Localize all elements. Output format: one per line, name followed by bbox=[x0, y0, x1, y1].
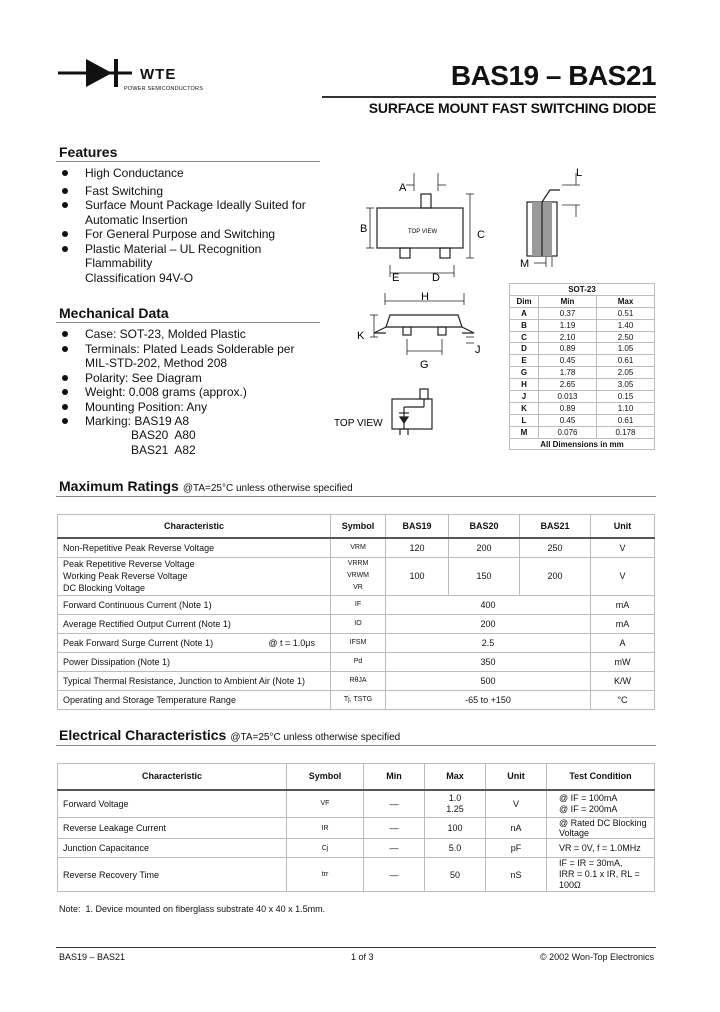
mr-symbol-line: VRWM bbox=[346, 572, 370, 579]
electrical-title bbox=[59, 727, 400, 743]
pkg-min: 1.19 bbox=[539, 319, 597, 331]
pkg-max: 1.10 bbox=[596, 402, 654, 414]
ec-max: 50 bbox=[425, 858, 486, 892]
logo-diode-icon bbox=[56, 54, 136, 90]
footer-part-number: BAS19 – BAS21 bbox=[59, 952, 126, 962]
label-e: E bbox=[392, 272, 400, 284]
mr-bas21: 200 bbox=[520, 557, 591, 595]
label-j: J bbox=[475, 344, 481, 356]
mr-symbol: Tj, TSTG bbox=[331, 690, 386, 709]
table-row bbox=[58, 557, 655, 595]
mr-bas21: 250 bbox=[520, 538, 591, 557]
table-row bbox=[58, 690, 655, 709]
pkg-dim: M bbox=[510, 426, 539, 438]
pkg-dim: B bbox=[510, 319, 539, 331]
table-row bbox=[58, 858, 655, 892]
mechanical-item-continued: MIL-STD-202, Method 208 bbox=[85, 356, 228, 370]
ec-symbol: VF bbox=[287, 790, 364, 818]
pkg-min: 0.45 bbox=[539, 414, 597, 426]
pkg-table-body bbox=[510, 307, 655, 438]
mr-symbol: IF bbox=[331, 595, 386, 614]
pkg-dim: L bbox=[510, 414, 539, 426]
mr-value: 2.5 bbox=[386, 633, 591, 652]
mr-char-with-condition bbox=[58, 633, 331, 652]
table-row bbox=[58, 595, 655, 614]
pkg-max: 0.51 bbox=[596, 307, 654, 319]
electrical-table bbox=[57, 763, 655, 892]
pkg-dim: D bbox=[510, 343, 539, 355]
top-view-inner-label: TOP VIEW bbox=[408, 229, 438, 235]
pkg-dim: A bbox=[510, 307, 539, 319]
ec-condition-multi bbox=[547, 858, 655, 892]
mr-header-bas20: BAS20 bbox=[449, 515, 520, 539]
mr-char: Operating and Storage Temperature Range bbox=[58, 690, 331, 709]
max-ratings-table bbox=[57, 514, 655, 710]
mr-char: Typical Thermal Resistance, Junction to Ambient Air (Note 1) bbox=[58, 671, 331, 690]
ec-max: 100 bbox=[425, 818, 486, 839]
label-d: D bbox=[432, 272, 440, 284]
pkg-dim: J bbox=[510, 391, 539, 403]
feature-item-continued: Automatic Insertion bbox=[85, 212, 188, 227]
footer-copyright: © 2002 Won-Top Electronics bbox=[539, 952, 654, 962]
sot23-side-view bbox=[527, 173, 580, 267]
mr-condition: @ t = 1.0μs bbox=[268, 637, 315, 648]
device-note: Note: 1. Device mounted on fiberglass substrate 40 x 40 x 1.5mm. bbox=[59, 904, 326, 914]
logo-text: WTE bbox=[140, 66, 177, 83]
pkg-table-row bbox=[510, 426, 655, 438]
pkg-table-footer: All Dimensions in mm bbox=[510, 438, 655, 450]
footer-page-number: 1 of 3 bbox=[351, 952, 374, 962]
ec-max: 1.0 bbox=[448, 792, 462, 803]
mr-char: Power Dissipation (Note 1) bbox=[58, 652, 331, 671]
mr-char: Peak Forward Surge Current (Note 1) bbox=[63, 637, 214, 648]
mr-symbol: VRM bbox=[331, 538, 386, 557]
mr-value: 500 bbox=[386, 671, 591, 690]
max-ratings-note: @TA=25°C unless otherwise specified bbox=[182, 483, 353, 494]
ec-condition: VR = 0V, f = 1.0MHz bbox=[547, 839, 655, 858]
electrical-rule bbox=[56, 745, 656, 746]
pkg-max: 0.178 bbox=[596, 426, 654, 438]
ec-char: Forward Voltage bbox=[58, 790, 287, 818]
ec-header-unit: Unit bbox=[486, 764, 547, 790]
feature-item-continued: Classification 94V-O bbox=[85, 270, 194, 285]
ec-condition: IRR = 0.1 x IR, RL = 100Ω bbox=[559, 869, 640, 890]
mr-unit: mA bbox=[591, 595, 655, 614]
mr-value: 400 bbox=[386, 595, 591, 614]
ec-condition: @ IF = 200mA bbox=[559, 803, 618, 814]
pkg-min: 0.076 bbox=[539, 426, 597, 438]
ec-min: — bbox=[364, 818, 425, 839]
label-c: C bbox=[477, 229, 485, 241]
mr-value: 350 bbox=[386, 652, 591, 671]
pkg-max: 0.61 bbox=[596, 355, 654, 367]
mr-unit: V bbox=[591, 557, 655, 595]
mr-header-characteristic: Characteristic bbox=[58, 515, 331, 539]
mechanical-item: Case: SOT-23, Molded Plastic bbox=[60, 327, 330, 342]
label-l: L bbox=[576, 167, 583, 179]
sot23-top-view bbox=[366, 173, 474, 277]
label-g: G bbox=[420, 359, 429, 371]
ec-max: 5.0 bbox=[425, 839, 486, 858]
mr-header-bas21: BAS21 bbox=[520, 515, 591, 539]
footer-rule bbox=[56, 947, 656, 948]
ec-min: — bbox=[364, 790, 425, 818]
mr-bas19: 120 bbox=[386, 538, 449, 557]
ec-unit: nA bbox=[486, 818, 547, 839]
pkg-dim: H bbox=[510, 379, 539, 391]
mr-char-line: Working Peak Reverse Voltage bbox=[63, 571, 188, 581]
ec-symbol: IR bbox=[287, 818, 364, 839]
mr-symbol-line: VR bbox=[353, 584, 363, 591]
mr-char: Forward Continuous Current (Note 1) bbox=[58, 595, 331, 614]
label-a: A bbox=[399, 182, 407, 194]
ec-symbol: trr bbox=[287, 858, 364, 892]
feature-item: Fast Switching bbox=[60, 184, 330, 199]
pkg-min: 1.78 bbox=[539, 367, 597, 379]
pkg-table-title: SOT-23 bbox=[510, 284, 655, 296]
mr-bas20: 200 bbox=[449, 538, 520, 557]
marking-bas21: BAS21 A82 bbox=[131, 443, 196, 457]
pkg-max: 2.50 bbox=[596, 331, 654, 343]
table-row bbox=[58, 633, 655, 652]
ec-min: — bbox=[364, 839, 425, 858]
mr-bas20: 150 bbox=[449, 557, 520, 595]
ec-condition: @ IF = 100mA bbox=[559, 792, 618, 803]
pkg-table-row bbox=[510, 355, 655, 367]
ec-header-test-condition: Test Condition bbox=[547, 764, 655, 790]
pkg-min: 2.10 bbox=[539, 331, 597, 343]
features-title: Features bbox=[59, 144, 118, 160]
pkg-table-row bbox=[510, 319, 655, 331]
feature-item: For General Purpose and Switching bbox=[60, 227, 330, 242]
pkg-header-max: Max bbox=[596, 295, 654, 307]
max-ratings-rule bbox=[56, 496, 656, 497]
mr-symbol: IFSM bbox=[331, 633, 386, 652]
pkg-table-row bbox=[510, 402, 655, 414]
pkg-table-row bbox=[510, 414, 655, 426]
ec-unit: nS bbox=[486, 858, 547, 892]
ec-char: Junction Capacitance bbox=[58, 839, 287, 858]
ec-condition-multi bbox=[547, 790, 655, 818]
max-ratings-heading: Maximum Ratings bbox=[59, 478, 179, 494]
pkg-dim: G bbox=[510, 367, 539, 379]
table-row bbox=[58, 652, 655, 671]
pkg-min: 0.89 bbox=[539, 402, 597, 414]
pkg-max: 2.05 bbox=[596, 367, 654, 379]
electrical-heading: Electrical Characteristics bbox=[59, 727, 227, 743]
features-list bbox=[60, 166, 330, 285]
label-m: M bbox=[520, 258, 530, 270]
mr-value: -65 to +150 bbox=[386, 690, 591, 709]
ec-max-multi bbox=[425, 790, 486, 818]
page-title: BAS19 – BAS21 bbox=[450, 60, 656, 91]
ec-char: Reverse Recovery Time bbox=[58, 858, 287, 892]
pkg-min: 2.65 bbox=[539, 379, 597, 391]
mr-symbol-line: VRRM bbox=[347, 560, 369, 567]
features-rule bbox=[56, 161, 320, 162]
ec-unit: pF bbox=[486, 839, 547, 858]
pkg-table-row bbox=[510, 331, 655, 343]
ec-header-symbol: Symbol bbox=[287, 764, 364, 790]
ec-symbol: Cj bbox=[287, 839, 364, 858]
table-row bbox=[58, 839, 655, 858]
table-row bbox=[58, 538, 655, 557]
mr-char-multi bbox=[58, 557, 331, 595]
pkg-table-row bbox=[510, 307, 655, 319]
electrical-note: @TA=25°C unless otherwise specified bbox=[230, 732, 401, 743]
ec-unit: V bbox=[486, 790, 547, 818]
mr-header-bas19: BAS19 bbox=[386, 515, 449, 539]
pkg-dim: K bbox=[510, 402, 539, 414]
pkg-min: 0.45 bbox=[539, 355, 597, 367]
marking-bas20: BAS20 A80 bbox=[131, 428, 196, 442]
mechanical-list bbox=[60, 327, 330, 429]
mr-unit: V bbox=[591, 538, 655, 557]
mr-header-unit: Unit bbox=[591, 515, 655, 539]
pkg-table-row bbox=[510, 391, 655, 403]
ec-header-max: Max bbox=[425, 764, 486, 790]
ec-header-characteristic: Characteristic bbox=[58, 764, 287, 790]
mechanical-item: Weight: 0.008 grams (approx.) bbox=[60, 385, 330, 400]
mr-unit: mW bbox=[591, 652, 655, 671]
pkg-min: 0.37 bbox=[539, 307, 597, 319]
ec-condition: @ Rated DC Blocking Voltage bbox=[547, 818, 655, 839]
page-subtitle: SURFACE MOUNT FAST SWITCHING DIODE bbox=[368, 100, 656, 116]
mr-header-symbol: Symbol bbox=[331, 515, 386, 539]
pkg-max: 0.15 bbox=[596, 391, 654, 403]
mechanical-item: Polarity: See Diagram bbox=[60, 371, 330, 386]
pkg-min: 0.013 bbox=[539, 391, 597, 403]
mechanical-title: Mechanical Data bbox=[59, 305, 169, 321]
mr-unit: mA bbox=[591, 614, 655, 633]
ec-char: Reverse Leakage Current bbox=[58, 818, 287, 839]
mr-value: 200 bbox=[386, 614, 591, 633]
top-view-label: TOP VIEW bbox=[334, 418, 383, 429]
mr-char-line: Peak Repetitive Reverse Voltage bbox=[63, 559, 195, 569]
pkg-table-row bbox=[510, 343, 655, 355]
mr-char: Non-Repetitive Peak Reverse Voltage bbox=[58, 538, 331, 557]
pkg-table-row bbox=[510, 367, 655, 379]
mr-bas19: 100 bbox=[386, 557, 449, 595]
feature-item: Plastic Material – UL Recognition Flammability bbox=[60, 242, 330, 271]
sot23-dimension-table bbox=[509, 283, 655, 450]
mr-char: Average Rectified Output Current (Note 1) bbox=[58, 614, 331, 633]
mr-symbol: IO bbox=[331, 614, 386, 633]
pkg-max: 0.61 bbox=[596, 414, 654, 426]
mr-symbol: RθJA bbox=[331, 671, 386, 690]
ec-min: — bbox=[364, 858, 425, 892]
label-h: H bbox=[421, 291, 429, 303]
max-ratings-title bbox=[59, 478, 353, 494]
mr-unit: °C bbox=[591, 690, 655, 709]
table-row bbox=[58, 614, 655, 633]
mr-unit: A bbox=[591, 633, 655, 652]
mechanical-rule bbox=[56, 322, 320, 323]
table-row bbox=[58, 671, 655, 690]
mechanical-item: Marking: BAS19 A8 bbox=[60, 414, 330, 429]
pkg-max: 1.40 bbox=[596, 319, 654, 331]
pkg-table-row bbox=[510, 379, 655, 391]
pkg-header-min: Min bbox=[539, 295, 597, 307]
ec-max: 1.25 bbox=[446, 803, 464, 814]
ec-header-min: Min bbox=[364, 764, 425, 790]
pkg-dim: C bbox=[510, 331, 539, 343]
table-row bbox=[58, 818, 655, 839]
logo-subtext: POWER SEMICONDUCTORS bbox=[124, 86, 204, 92]
mechanical-item: Terminals: Plated Leads Solderable per bbox=[60, 342, 330, 357]
pkg-max: 3.05 bbox=[596, 379, 654, 391]
table-row bbox=[58, 790, 655, 818]
mr-symbol: Pd bbox=[331, 652, 386, 671]
pkg-dim: E bbox=[510, 355, 539, 367]
feature-item: High Conductance bbox=[60, 166, 330, 181]
label-k: K bbox=[357, 330, 365, 342]
pkg-max: 1.05 bbox=[596, 343, 654, 355]
ec-condition: IF = IR = 30mA, bbox=[559, 858, 623, 868]
mr-symbol-multi bbox=[331, 557, 386, 595]
mr-unit: K/W bbox=[591, 671, 655, 690]
pkg-min: 0.89 bbox=[539, 343, 597, 355]
pkg-header-dim: Dim bbox=[510, 295, 539, 307]
mr-char-line: DC Blocking Voltage bbox=[63, 583, 146, 593]
pinout-diagram bbox=[392, 389, 432, 435]
header-rule bbox=[322, 96, 656, 98]
feature-item: Surface Mount Package Ideally Suited for bbox=[60, 198, 330, 213]
mechanical-item: Mounting Position: Any bbox=[60, 400, 330, 415]
label-b: B bbox=[360, 223, 368, 235]
